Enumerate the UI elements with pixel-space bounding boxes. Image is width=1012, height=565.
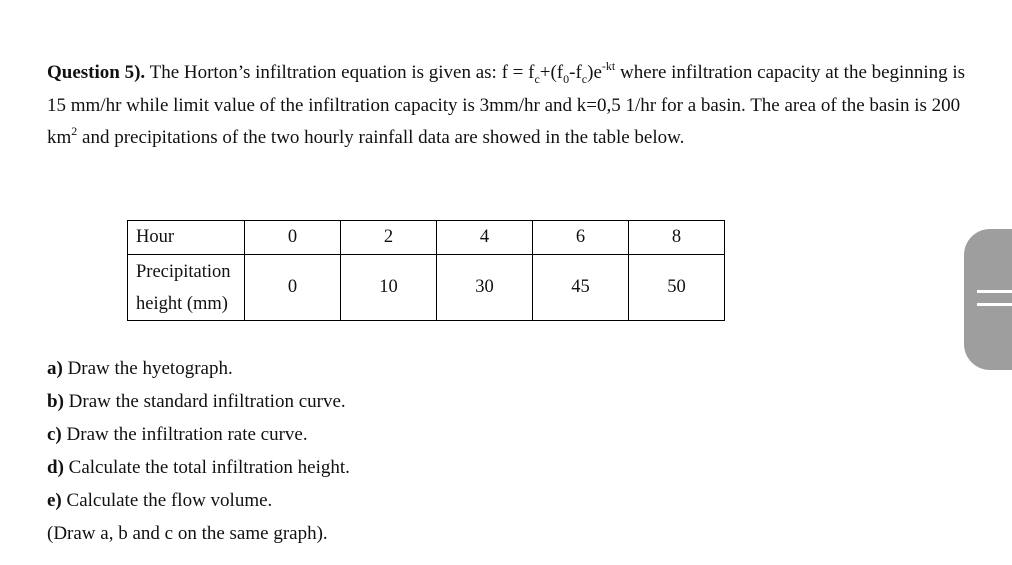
precipitation-cell: 10 — [341, 255, 437, 321]
task-text: Draw the hyetograph. — [62, 358, 233, 379]
eq-part: )e — [587, 62, 602, 83]
precipitation-label — [128, 255, 245, 321]
hour-label: Hour — [128, 221, 245, 255]
task-list — [47, 352, 350, 550]
eq-subscript: c — [581, 71, 588, 86]
rainfall-table — [127, 220, 725, 321]
task-text: Calculate the flow volume. — [61, 490, 273, 511]
task-letter: c) — [47, 424, 62, 445]
eq-part: -f — [569, 62, 582, 83]
eq-part: +(f — [539, 62, 564, 83]
task-item — [47, 385, 350, 418]
precipitation-cell: 45 — [533, 255, 629, 321]
eq-exponent: -kt — [601, 58, 616, 73]
hour-cell: 0 — [245, 221, 341, 255]
question-intro: The Horton’s infiltration equation is given as: — [145, 62, 502, 83]
table-row-hour — [128, 221, 725, 255]
precipitation-cell: 0 — [245, 255, 341, 321]
hour-cell: 6 — [533, 221, 629, 255]
handle-grip-icon — [977, 303, 1012, 306]
hour-cell: 8 — [629, 221, 725, 255]
handle-grip-icon — [977, 290, 1012, 293]
task-letter: a) — [47, 358, 63, 379]
task-item — [47, 418, 350, 451]
area-exponent: 2 — [71, 123, 78, 138]
task-letter: d) — [47, 457, 64, 478]
eq-subscript: 0 — [563, 71, 570, 86]
task-letter: b) — [47, 391, 64, 412]
question-text-1: where infiltration capacity at the beginning is 15 mm/hr while limit value of the infiltration capacity is 3mm/hr and k=0,5 1/hr for a basin. The area of the basin is 200 km — [47, 62, 966, 148]
eq-subscript: c — [534, 71, 540, 86]
task-text: Draw the standard infiltration curve. — [63, 391, 346, 412]
task-letter: e) — [47, 490, 62, 511]
task-note: (Draw a, b and c on the same graph). — [47, 523, 328, 544]
question-paragraph — [47, 57, 977, 155]
question-text-2: and precipitations of the two hourly rainfall data are showed in the table below. — [77, 127, 685, 148]
task-item — [47, 352, 350, 385]
hour-cell: 2 — [341, 221, 437, 255]
task-item — [47, 451, 350, 484]
eq-part: f = f — [501, 62, 535, 83]
task-text: Draw the infiltration rate curve. — [61, 424, 308, 445]
table-row-precipitation — [128, 255, 725, 321]
precipitation-label-line1: Precipitation — [136, 261, 231, 282]
task-item — [47, 484, 350, 517]
precipitation-cell: 50 — [629, 255, 725, 321]
horton-equation — [501, 58, 616, 86]
question-number: Question 5). — [47, 62, 146, 83]
task-text: Calculate the total infiltration height. — [63, 457, 350, 478]
precipitation-cell: 30 — [437, 255, 533, 321]
side-panel-handle[interactable] — [964, 229, 1012, 370]
hour-cell: 4 — [437, 221, 533, 255]
precipitation-label-line2: height (mm) — [136, 293, 228, 314]
